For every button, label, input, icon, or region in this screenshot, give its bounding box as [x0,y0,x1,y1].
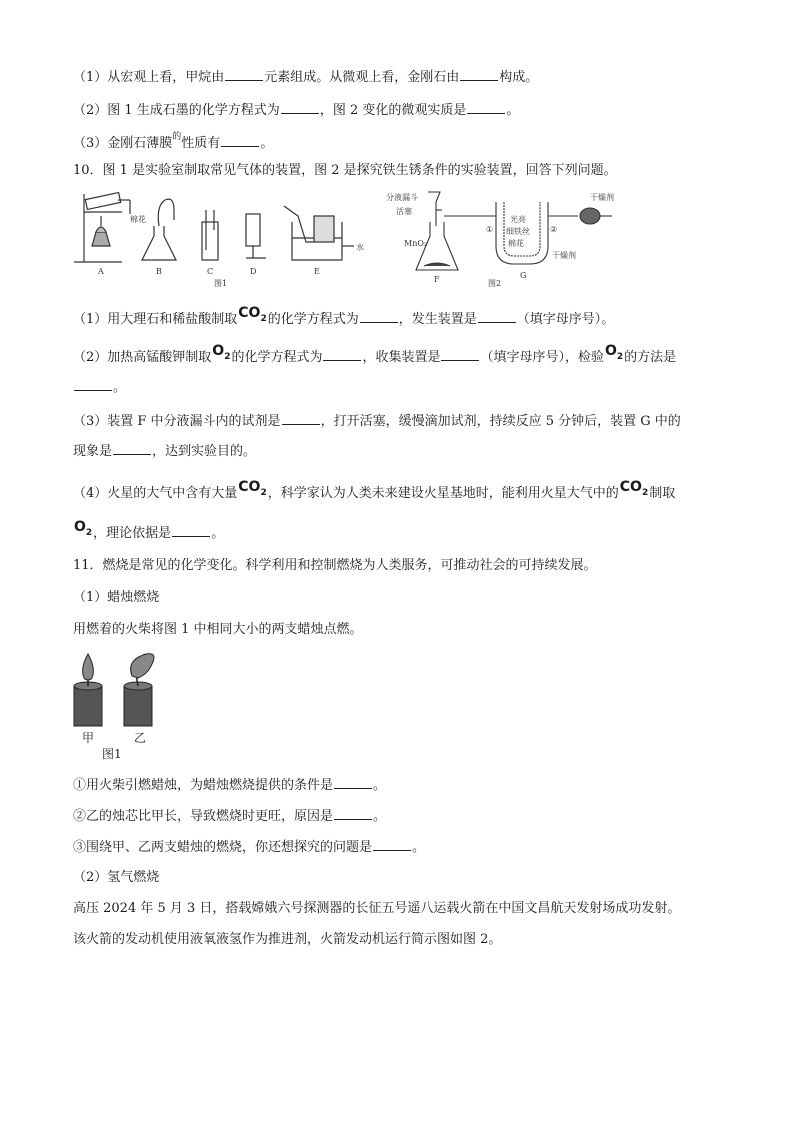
q10-part2 [73,343,677,372]
co2-symbol: CO [619,479,642,495]
label-B: B [156,267,162,276]
q9-1-text-c: 构成。 [499,70,539,85]
q10-1-text-c: ，发生装置是 [398,312,477,327]
q10-1-text-d: （填字母序号）。 [516,312,615,327]
label-D: D [250,267,257,276]
q9-part2 [73,101,519,120]
candle-jia [74,654,102,726]
answer-blank[interactable] [323,348,361,361]
label-G: G [520,271,527,280]
o2-sub: 2 [224,351,231,362]
q10-part2-cont [73,378,126,397]
label-water: 水 [356,243,364,252]
figure2-caption: 图2 [488,279,502,288]
o2-formula [74,519,93,538]
label-jia: 甲 [82,731,95,745]
q11-part1-title: （1）蜡烛燃烧 [73,590,160,605]
q11-2-text-a: ②乙的烛芯比甲长，导致燃烧时更旺，原因是 [73,809,334,824]
co2-sub: 2 [260,487,267,498]
label-stopcock: 活塞 [396,207,412,216]
q10-4-text-c: 制取 [649,486,676,501]
q10-part1 [73,305,615,334]
answer-blank[interactable] [74,378,112,391]
q10-2-text-d: （填字母序号），检验 [480,350,604,365]
q9-3-text-b: 性质有 [181,136,221,151]
o2-symbol: O [212,343,225,359]
answer-blank[interactable] [334,807,372,820]
q10-part3-cont [73,442,256,461]
q11-3-text-b: 。 [412,840,426,855]
label-wire: 细铁丝 [506,227,530,236]
co2-symbol: CO [238,479,261,495]
o2-formula [212,343,231,362]
q11-2-text-b: 。 [373,809,387,824]
q11-3-text-a: ③围绕甲、乙两支蜡烛的燃烧，你还想探究的问题是 [73,840,373,855]
q11-part2-line2: 该火箭的发动机使用液氧液氢作为推进剂，火箭发动机运行简示图如图 2。 [73,932,502,947]
label-mark-2: ② [550,225,558,234]
co2-sub: 2 [260,313,267,324]
label-yi: 乙 [134,731,147,745]
q11-part1-desc: 用燃着的火柴将图 1 中相同大小的两支蜡烛点燃。 [73,622,363,637]
q10-part3 [73,412,681,431]
q11-1-text-a: ①用火柴引燃蜡烛，为蜡烛燃烧提供的条件是 [73,778,334,793]
answer-blank[interactable] [282,412,320,425]
q9-3-text-c: 。 [260,136,274,151]
label-desiccant-bottom: 干燥剂 [552,251,576,260]
label-bright: 光亮 [510,215,526,224]
q10-3-text-c: 现象是 [73,444,113,459]
q9-2-text-a: （2）图 1 生成石墨的化学方程式为 [73,103,280,118]
label-cotton: 棉花 [130,215,146,224]
co2-formula [238,479,267,498]
q10-4-text-b: ，科学家认为人类未来建设火星基地时，能利用火星大气中的 [267,486,619,501]
q9-part1 [73,68,538,87]
co2-symbol: CO [238,305,261,321]
q10-3-text-d: ，达到实验目的。 [152,444,257,459]
o2-formula [605,343,624,362]
answer-blank[interactable] [334,776,372,789]
o2-symbol: O [74,519,86,535]
answer-blank[interactable] [360,310,398,323]
candle-yi [124,654,154,726]
co2-formula [238,305,267,324]
label-F: F [434,275,440,284]
q11-part2-line1: 高压 2024 年 5 月 3 日，搭载嫦娥六号探测器的长征五号遥八运载火箭在中国文昌航天发射场成功发射。 [73,901,681,916]
q10-2-text-a: （2）加热高锰酸钾制取 [73,350,212,365]
answer-blank[interactable] [460,68,498,81]
o2-sub: 2 [616,351,624,362]
label-mark-1: ① [486,225,494,234]
q10-figure2 [382,186,642,290]
label-desiccant-top: 干燥剂 [590,193,614,202]
q10-4-text-d: ，理论依据是 [93,526,172,541]
label-A: A [98,267,104,276]
q9-2-text-b: ，图 2 变化的微观实质是 [319,103,467,118]
answer-blank[interactable] [221,134,259,147]
q10-4-text-a: （4）火星的大气中含有大量 [73,486,238,501]
q11-part2-title: （2）氢气燃烧 [73,870,160,885]
q9-2-text-c: 。 [506,103,520,118]
q10-part4-cont [73,519,225,548]
answer-blank[interactable] [172,524,210,537]
figure1-caption: 图1 [214,279,228,288]
answer-blank[interactable] [113,442,151,455]
q10-2-text-c: ，收集装置是 [362,350,441,365]
label-C: C [207,267,214,276]
candle-figure-caption: 图1 [102,747,122,761]
label-mno2: MnO₂ [404,239,428,248]
q11-candle-figure [68,650,168,762]
q10-3-text-a: （3）装置 F 中分液漏斗内的试剂是 [73,414,281,429]
answer-blank[interactable] [225,68,263,81]
answer-blank[interactable] [441,348,479,361]
q10-2-text-e: 的方法是 [624,350,677,365]
q10-figure1 [70,186,380,290]
co2-sub: 2 [641,487,649,498]
q10-3-text-b: ，打开活塞，缓慢滴加试剂，持续反应 5 分钟后，装置 G 中的 [320,414,681,429]
o2-sub: 2 [85,527,93,538]
q11-intro: 11．燃烧是常见的化学变化。科学利用和控制燃烧为人类服务，可推动社会的可持续发展。 [73,558,597,573]
answer-blank[interactable] [467,101,505,114]
q9-part3 [73,134,273,154]
q10-2-text-b: 的化学方程式为 [231,350,323,365]
q10-4-text-e: 。 [211,526,225,541]
answer-blank[interactable] [373,838,411,851]
q11-item2 [73,807,386,826]
label-E: E [314,267,320,276]
q10-part4 [73,479,676,508]
q9-1-text-b: 元素组成。从微观上看，金刚石由 [264,70,460,85]
co2-formula [619,479,649,498]
o2-symbol: O [605,343,617,359]
q10-1-text-a: （1）用大理石和稀盐酸制取 [73,312,238,327]
q10-1-text-b: 的化学方程式为 [267,312,359,327]
q11-1-text-b: 。 [373,778,387,793]
q11-item3 [73,838,425,857]
answer-blank[interactable] [281,101,319,114]
q10-intro: 10．图 1 是实验室制取常见气体的装置，图 2 是探究铁生锈条件的实验装置，回答下列问题。 [73,163,617,178]
q9-1-text-a: （1）从宏观上看，甲烷由 [73,70,225,85]
q9-3-de: 的 [172,132,182,142]
label-funnel: 分液漏斗 [386,193,418,202]
q9-3-text-a: （3）金刚石薄膜 [73,136,173,151]
answer-blank[interactable] [478,310,516,323]
label-cotton-2: 棉花 [508,239,524,248]
q10-2-text-f: 。 [113,380,127,395]
q11-item1 [73,776,386,795]
